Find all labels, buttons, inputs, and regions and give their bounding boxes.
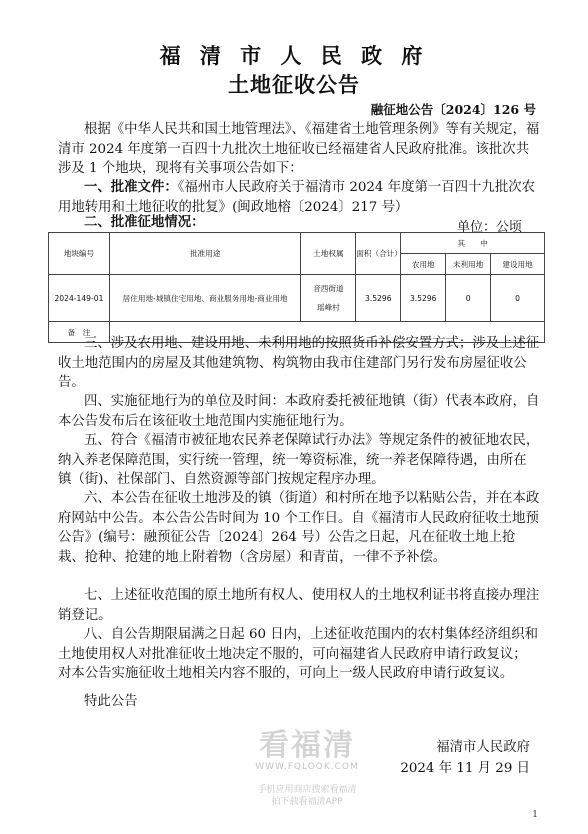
cell-plot-no: 2024-149-01	[49, 275, 110, 322]
pension-paragraph: 五、符合《福清市被征地农民养老保障试行办法》等规定条件的被征地农民，纳入养老保障范围，实行统一管理，统一筹资标准，统一养老保障待遇，由所在镇（街)、社保部门、自然资源等部门按规定程序办理。	[58, 433, 540, 487]
table-header-row	[49, 233, 545, 254]
cell-owner-village: 瑶峰村	[316, 303, 340, 312]
header-owner: 土地权属	[301, 233, 356, 275]
remark-label: 备 注	[49, 322, 110, 343]
intro-paragraph: 根据《中华人民共和国土地管理法》、《福建省土地管理条例》等有关规定，福清市 2024 年度第一百四十九批次土地征收已经福建省人民政府批准。该批次共涉及 1 个地块，现将有关事项公告如下：	[58, 122, 540, 176]
watermark-line2: 拍下载看福清APP	[271, 797, 343, 807]
header-built: 建设用地	[491, 254, 545, 275]
header-area: 面积（合计）	[356, 233, 401, 275]
land-table	[48, 232, 545, 343]
certificate-paragraph: 七、上述征收范围的原土地所有权人、使用权人的土地权利证书将直接办理注销登记。	[58, 588, 540, 623]
header-farm: 农用地	[401, 254, 446, 275]
table-unit: 单位：公顷	[456, 220, 522, 235]
header-use: 批准用途	[109, 233, 301, 275]
cell-built: 0	[491, 275, 545, 322]
cell-unused: 0	[446, 275, 491, 322]
cell-owner	[301, 275, 356, 322]
posting-paragraph: 六、本公告在征收土地涉及的镇（街道）和村所在地予以粘贴公告，并在本政府网站中公告。本公告公告时间为 10 个工作日。自《福清市人民政府征收土地预公告》(编号：融预征公告〔2024〕264 号）公告之日起，凡在征收土地上抢栽、抢种、抢建的地上附着物（含房屋）和青苗，一律不予补偿。	[58, 491, 540, 565]
watermark-brand: 看福清	[259, 728, 355, 763]
watermark-url: WWW.FQLOOK.COM	[255, 762, 359, 772]
review-paragraph: 八、自公告期限届满之日起 60 日内，上述征收范围内的农村集体经济组织和土地使用权人对批准征收土地决定不服的，可向福建省人民政府申请行政复议；对本公告实施征收土地相关内容不服的，可向上一级人民政府申请行政复议。	[58, 627, 539, 681]
approval-text: 《福州市人民政府关于福清市 2024 年度第一百四十九批次农用地转用和土地征收的批复》(闽政地榕〔2024〕217 号）	[58, 180, 535, 215]
cell-farm: 3.5296	[401, 275, 446, 322]
compensation-paragraph: 三、涉及农用地、建设用地、未利用地的按照货币补偿安置方式；涉及上述征收土地范围内的房屋及其他建筑物、构筑物由我市住建部门另行发布房屋征收公告。	[58, 336, 540, 390]
header-unused: 未利用地	[446, 254, 491, 275]
header-of-which: 其 中	[401, 233, 545, 254]
header-plot-no: 地块编号	[49, 233, 110, 275]
watermark-line1: 手机应用商店搜索看福清	[257, 785, 357, 795]
cell-owner-street: 音西街道	[313, 284, 344, 293]
land-situation-label: 二、批准征地情况：	[84, 214, 205, 230]
notice-title: 土地征收公告	[228, 72, 360, 97]
cell-area: 3.5296	[356, 275, 401, 322]
table-row	[49, 275, 545, 322]
approval-paragraph	[58, 178, 540, 217]
document-number: 融征地公告〔2024〕126 号	[370, 102, 536, 117]
page-number: 1	[532, 810, 538, 820]
cell-use: 居住用地-城镇住宅用地、商业服务用地-商业用地	[109, 275, 301, 322]
watermark	[232, 720, 382, 808]
issuer-title: 福 清 市 人 民 政 府	[159, 43, 429, 68]
approval-label: 一、批准文件：	[84, 179, 178, 195]
signature-org: 福清市人民政府	[436, 740, 530, 755]
implementation-paragraph: 四、实施征地行为的单位及时间：本政府委托被征地镇（街）代表本政府，自本公告发布后在该征收土地范围内实施征地行为。	[58, 394, 540, 429]
closing-text: 特此公告	[84, 694, 138, 709]
signature-date: 2024 年 11 月 29 日	[400, 761, 530, 776]
